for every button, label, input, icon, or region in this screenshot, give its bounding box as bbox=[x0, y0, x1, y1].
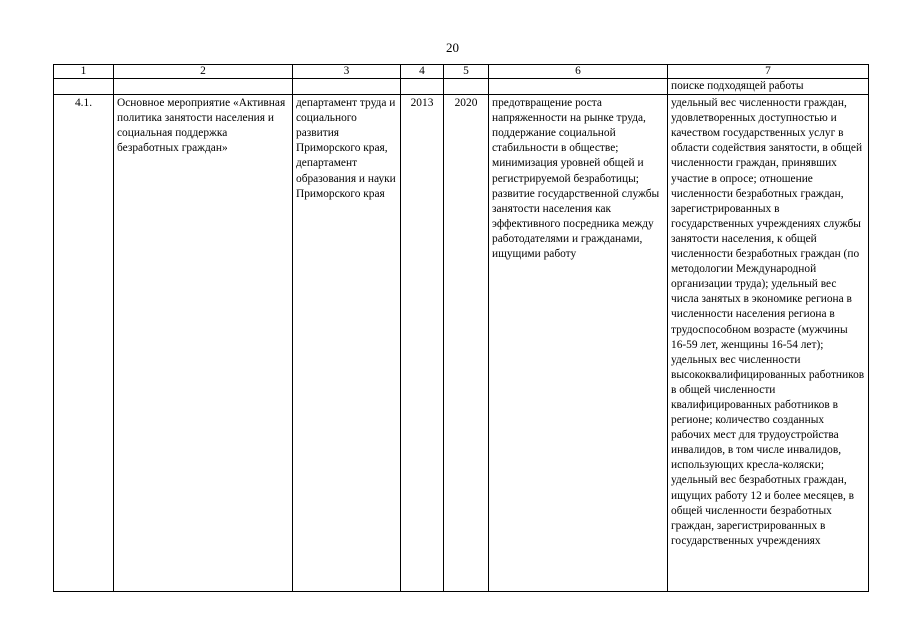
table-row bbox=[54, 95, 869, 592]
end-year: 2020 bbox=[444, 95, 489, 592]
column-header-7: 7 bbox=[668, 65, 869, 79]
column-number-row bbox=[54, 65, 869, 79]
page-number: 20 bbox=[446, 40, 459, 55]
column-header-5: 5 bbox=[444, 65, 489, 79]
indicators: удельный вес численности граждан, удовлетворенных доступностью и качеством государственных услуг в области содействия занятости, в общей численности граждан, принявших участие в опросе; отношение численности безработных граждан, зарегистрированных в государственных учреждениях службы занятости населения, к общей численности безработных граждан (по методологии Международной организации труда); удельный вес числа занятых в экономике региона в численности населения региона в трудоспособном возрасте (мужчины 16-59 лет, женщины 16-54 лет); удельных вес численности высококвалифицированных работников в общей численности квалифицированных работников в регионе; количество созданных рабочих мест для трудоустройства инвалидов, в том числе инвалидов, использующих кресла-коляски; удельный вес безработных граждан, ищущих работу 12 и более месяцев, в общей численности безработных граждан, зарегистрированных в государственных учреждениях bbox=[668, 95, 869, 592]
column-header-3: 3 bbox=[293, 65, 401, 79]
program-table bbox=[53, 64, 869, 592]
start-year: 2013 bbox=[401, 95, 444, 592]
row-number: 4.1. bbox=[54, 95, 114, 592]
continuation-text: поиске подходящей работы bbox=[668, 79, 869, 95]
column-header-1: 1 bbox=[54, 65, 114, 79]
activity-name: Основное мероприятие «Активная политика занятости населения и социальная поддержка безработных граждан» bbox=[114, 95, 293, 592]
executor: департамент труда и социального развития Приморского края, департамент образования и науки Приморского края bbox=[293, 95, 401, 592]
column-header-6: 6 bbox=[489, 65, 668, 79]
expected-result: предотвращение роста напряженности на рынке труда, поддержание социальной стабильности в обществе; минимизация уровней общей и регистрируемой безработицы; развитие государственной службы занятости населения как эффективного посредника между работодателями и гражданами, ищущими работу bbox=[489, 95, 668, 592]
continuation-row bbox=[54, 79, 869, 95]
column-header-4: 4 bbox=[401, 65, 444, 79]
column-header-2: 2 bbox=[114, 65, 293, 79]
